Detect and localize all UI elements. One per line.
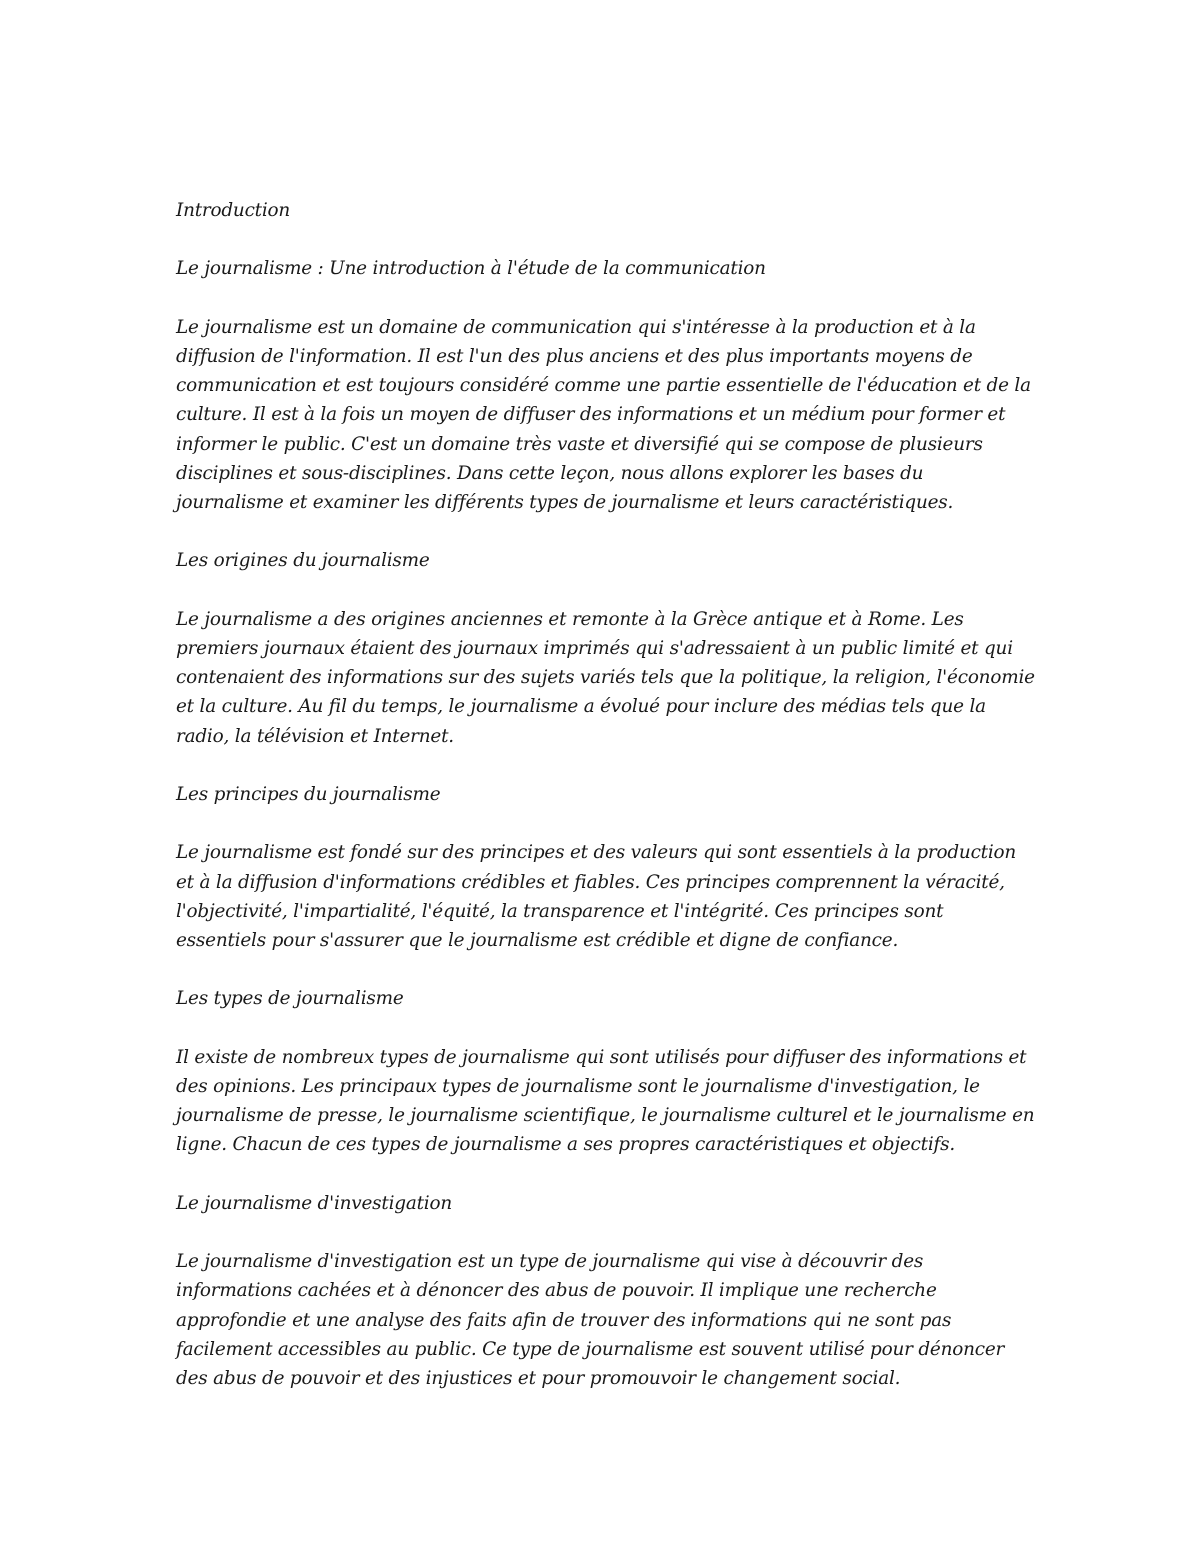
heading-principes: Les principes du journalisme — [176, 783, 441, 805]
paragraph-intro: Le journalisme est un domaine de communication qui s'intéresse à la production et à la diffusion de l'information. Il est l'un des plus anciens et des plus importants moyens de communication et est toujours considéré comme une partie essentielle de l'éducation et de la culture. Il est à la fois un moyen de diffuser des informations et un médium pour former et informer le public. C'est un domaine très vaste et diversifié qui se compose de plusieurs disciplines et sous-disciplines. Dans cette leçon, nous allons explorer les bases du journalisme et examiner les différents types de journalisme et leurs caractéristiques. — [176, 316, 1031, 513]
paragraph-principes: Le journalisme est fondé sur des principes et des valeurs qui sont essentiels à la production et à la diffusion d'informations crédibles et fiables. Ces principes comprennent la véracité, l'objectivité, l'impartialité, l'équité, la transparence et l'intégrité. Ces principes sont essentiels pour s'assurer que le journalisme est crédible et digne de confiance. — [176, 842, 1017, 951]
paragraph-investigation: Le journalisme d'investigation est un type de journalisme qui vise à découvrir des informations cachées et à dénoncer des abus de pouvoir. Il implique une recherche approfondie et une analyse des faits afin de trouver des informations qui ne sont pas facilement accessibles au public. Ce type de journalisme est souvent utilisé pour dénoncer des abus de pouvoir et des injustices et pour promouvoir le changement social. — [176, 1251, 1005, 1389]
heading-types: Les types de journalisme — [176, 988, 404, 1010]
paragraph-origines: Le journalisme a des origines anciennes et remonte à la Grèce antique et à Rome. Les premiers journaux étaient des journaux imprimés qui s'adressaient à un public limité et qui contenaient des informations sur des sujets variés tels que la politique, la religion, l'économie et la culture. Au fil du temps, le journalisme a évolué pour inclure des médias tels que la radio, la télévision et Internet. — [176, 608, 1035, 747]
document-body — [176, 196, 1036, 1422]
document-title: Le journalisme : Une introduction à l'étude de la communication — [176, 258, 766, 280]
heading-investigation: Le journalisme d'investigation — [176, 1192, 452, 1214]
heading-origines: Les origines du journalisme — [176, 550, 430, 572]
intro-label: Introduction — [176, 200, 291, 221]
paragraph-types: Il existe de nombreux types de journalisme qui sont utilisés pour diffuser des informations et des opinions. Les principaux types de journalisme sont le journalisme d'investigation, le journalisme de presse, le journalisme scientifique, le journalisme culturel et le journalisme en ligne. Chacun de ces types de journalisme a ses propres caractéristiques et objectifs. — [176, 1046, 1035, 1156]
